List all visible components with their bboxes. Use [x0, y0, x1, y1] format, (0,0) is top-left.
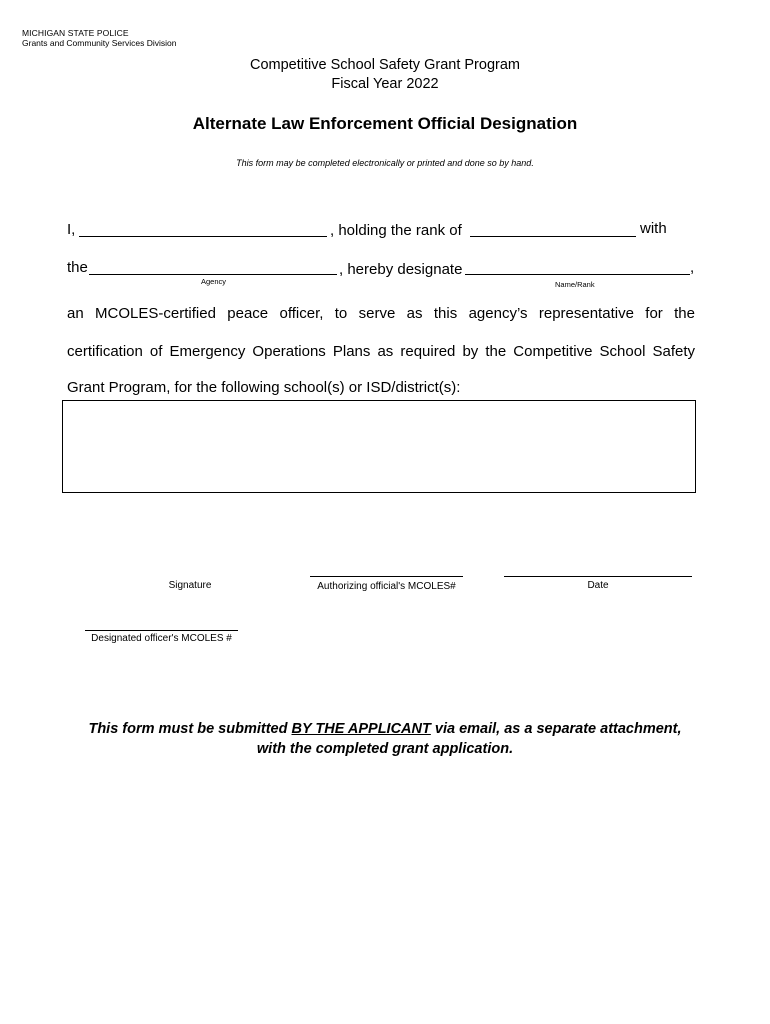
line1-prefix: I,	[67, 221, 76, 238]
designated-mcoles-line[interactable]	[85, 630, 238, 631]
date-line[interactable]	[504, 576, 692, 577]
program-title: Competitive School Safety Grant Program	[250, 57, 520, 73]
name-rank-caption: Name/Rank	[555, 280, 595, 289]
authorizing-mcoles-label: Authorizing official's MCOLES#	[317, 581, 456, 592]
line1-holding: , holding the rank of	[330, 222, 462, 239]
fiscal-year: Fiscal Year 2022	[331, 76, 439, 92]
line2-designate: , hereby designate	[339, 261, 463, 278]
footer-part2: via email, as a separate attachment,	[430, 721, 682, 737]
date-label: Date	[587, 580, 609, 591]
schools-input-box[interactable]	[62, 400, 696, 493]
paragraph-line-2: certification of Emergency Operations Plans as required by the Competitive School Safety	[67, 343, 695, 360]
designated-mcoles-label: Designated officer's MCOLES #	[91, 633, 232, 644]
footer-line-1	[0, 721, 770, 737]
form-note: This form may be completed electronically or printed and done so by hand.	[236, 158, 534, 168]
footer-emphasis: BY THE APPLICANT	[291, 721, 431, 737]
footer-line-2: with the completed grant application.	[256, 741, 514, 757]
footer-part1: This form must be submitted	[88, 721, 292, 737]
authorizing-mcoles-line[interactable]	[310, 576, 463, 577]
line2-the: the	[67, 259, 88, 276]
paragraph-line-1: an MCOLES-certified peace officer, to serve as this agency’s representative for the	[67, 305, 695, 322]
agency-field[interactable]	[89, 274, 337, 275]
rank-field[interactable]	[470, 236, 636, 237]
agency-name: MICHIGAN STATE POLICE	[22, 28, 129, 38]
designee-name-rank-field[interactable]	[465, 274, 690, 275]
signature-label: Signature	[168, 580, 212, 591]
name-field[interactable]	[79, 236, 327, 237]
line2-comma: ,	[690, 259, 695, 276]
form-title: Alternate Law Enforcement Official Designation	[192, 114, 578, 133]
division-name: Grants and Community Services Division	[22, 38, 177, 48]
paragraph-line-3: Grant Program, for the following school(s) or ISD/district(s):	[67, 379, 461, 396]
agency-caption: Agency	[201, 277, 227, 286]
line1-with: with	[640, 220, 667, 237]
